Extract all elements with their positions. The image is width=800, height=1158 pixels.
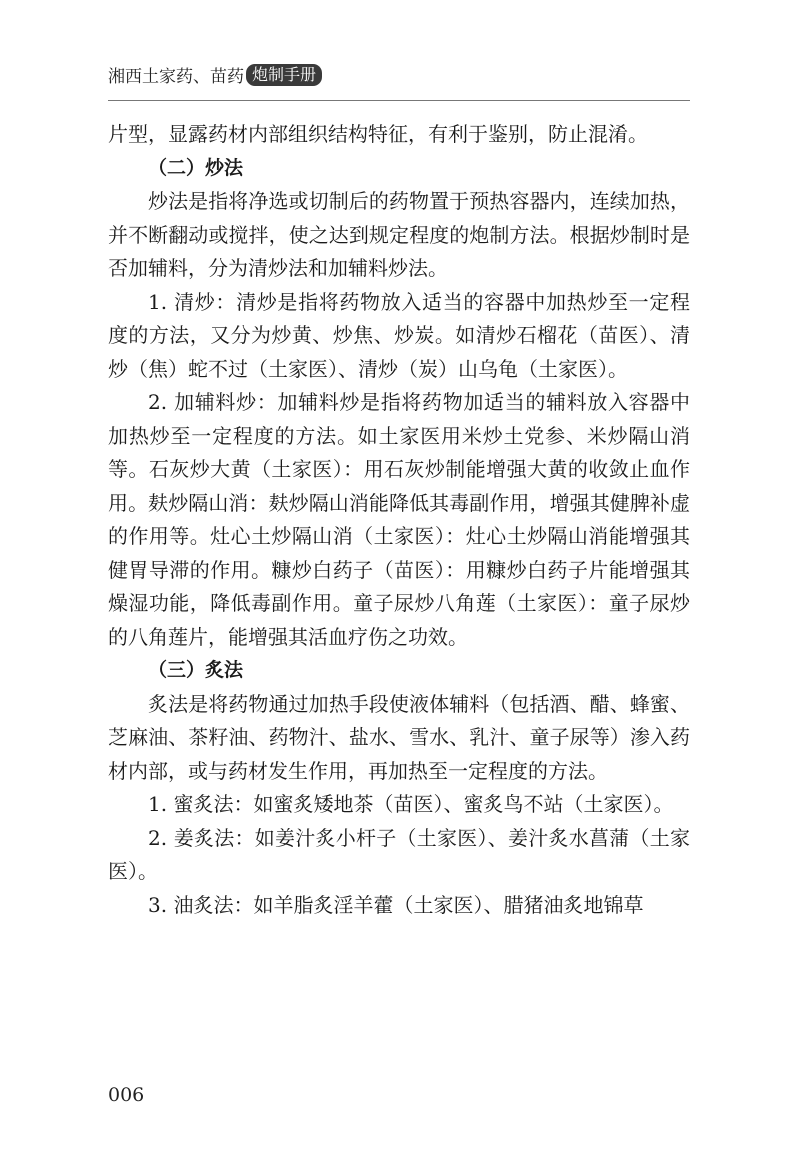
header-badge: 炮制手册 bbox=[246, 64, 322, 86]
running-header bbox=[108, 62, 322, 87]
paragraph-jiafuliaochao: 2. 加辅料炒：加辅料炒是指将药物加适当的辅料放入容器中加热炒至一定程度的方法。如土家医用米炒土党参、米炒隔山消等。石灰炒大黄（土家医）：用石灰炒制能增强大黄的收敛止血作用。麸炒隔山消：麸炒隔山消能降低其毒副作用，增强其健脾补虚的作用等。灶心土炒隔山消（土家医）：灶心土炒隔山消能增强其健胃导滞的作用。糠炒白药子（苗医）：用糠炒白药子片能增强其燥湿功能，降低毒副作用。童子尿炒八角莲（土家医）：童子尿炒的八角莲片，能增强其活血疗伤之功效。 bbox=[108, 390, 690, 649]
header-divider bbox=[108, 100, 690, 101]
page-number: 006 bbox=[108, 1084, 145, 1106]
header-title: 湘西土家药、苗药 bbox=[108, 67, 244, 87]
paragraph-zhifa-definition: 炙法是将药物通过加热手段使液体辅料（包括酒、醋、蜂蜜、芝麻油、茶籽油、药物汁、盐水、雪水、乳汁、童子尿等）渗入药材内部，或与药材发生作用，再加热至一定程度的方法。 bbox=[108, 691, 690, 783]
paragraph-continuation: 片型，显露药材内部组织结构特征，有利于鉴别，防止混淆。 bbox=[108, 122, 648, 146]
page-body bbox=[108, 118, 690, 922]
section-heading-zhifa: （三）炙法 bbox=[148, 659, 244, 681]
paragraph-chaofa-definition: 炒法是指将净选或切制后的药物置于预热容器内，连续加热，并不断翻动或搅拌，使之达到规定程度的炮制方法。根据炒制时是否加辅料，分为清炒法和加辅料炒法。 bbox=[108, 189, 690, 280]
paragraph-qingchao: 1. 清炒：清炒是指将药物放入适当的容器中加热炒至一定程度的方法，又分为炒黄、炒焦、炒炭。如清炒石榴花（苗医）、清炒（焦）蛇不过（土家医）、清炒（炭）山乌龟（土家医）。 bbox=[108, 289, 690, 381]
paragraph-youzhi: 3. 油炙法：如羊脂炙淫羊藿（土家医）、腊猪油炙地锦草 bbox=[148, 892, 644, 917]
paragraph-mizhi: 1. 蜜炙法：如蜜炙矮地茶（苗医）、蜜炙鸟不站（土家医）。 bbox=[148, 792, 674, 816]
section-heading-chaofa: （二）炒法 bbox=[148, 156, 244, 179]
paragraph-jiangzhi: 2. 姜炙法：如姜汁炙小杆子（土家医）、姜汁炙水菖蒲（土家医）。 bbox=[108, 825, 690, 883]
